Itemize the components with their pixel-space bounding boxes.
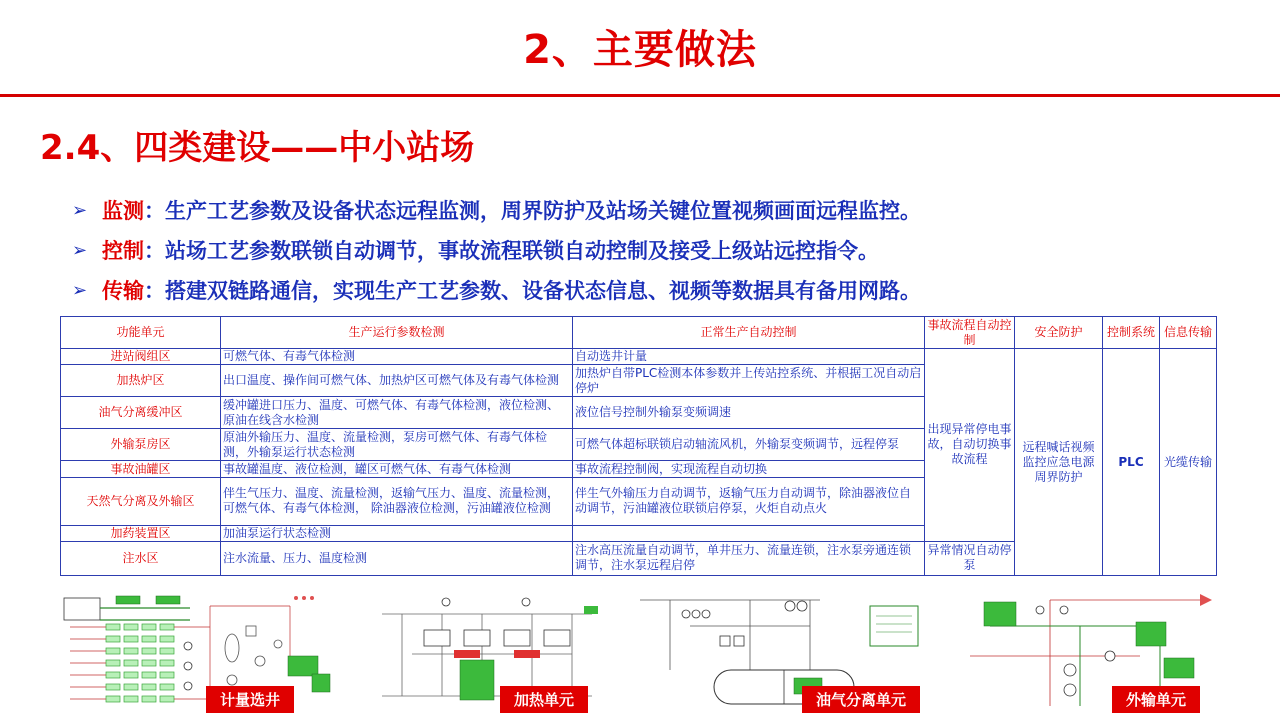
bullet-text: ：搭建双链路通信，实现生产工艺参数、设备状态信息、视频等数据具有备用网路。 — [144, 279, 921, 303]
title-divider — [0, 94, 1280, 97]
cell-detect: 出口温度、操作间可燃气体、加热炉区可燃气体及有毒气体检测 — [221, 365, 573, 397]
arrow-bullet-icon: ➢ — [72, 279, 88, 301]
cell-detect: 加油泵运行状态检测 — [221, 525, 573, 541]
cell-auto: 可燃气体超标联锁启动轴流风机，外输泵变频调节，远程停泵 — [573, 429, 925, 461]
cell-auto: 伴生气外输压力自动调节，返输气压力自动调节，除油器液位自动调节，污油罐液位联锁启停泵，火炬自动点火 — [573, 477, 925, 525]
section-title: 2.4、四类建设——中小站场 — [40, 128, 475, 168]
diagram-label-metering: 计量选井 — [206, 686, 294, 713]
diagram-label-heating: 加热单元 — [500, 686, 588, 713]
cell-unit: 外输泵房区 — [61, 429, 221, 461]
diagram-metering — [60, 586, 332, 716]
bullet-key: 控制 — [102, 239, 144, 263]
cell-auto: 自动选井计量 — [573, 349, 925, 365]
header-unit: 功能单元 — [61, 317, 221, 349]
table-row — [61, 349, 1217, 365]
cell-control-merged: PLC — [1103, 349, 1160, 576]
header-transfer: 信息传输 — [1160, 317, 1217, 349]
header-auto: 正常生产自动控制 — [573, 317, 925, 349]
cell-auto: 加热炉自带PLC检测本体参数并上传站控系统、并根据工况自动启停炉 — [573, 365, 925, 397]
diagram-label-separation: 油气分离单元 — [802, 686, 920, 713]
header-detect: 生产运行参数检测 — [221, 317, 573, 349]
bullet-text: ：站场工艺参数联锁自动调节，事故流程联锁自动控制及接受上级站远控指令。 — [144, 239, 879, 263]
cell-detect: 注水流量、压力、温度检测 — [221, 541, 573, 575]
cell-unit: 油气分离缓冲区 — [61, 397, 221, 429]
bullet-transmission — [72, 270, 1272, 310]
diagram-export — [960, 586, 1220, 716]
cell-detect: 伴生气压力、温度、流量检测，返输气压力、温度、流量检测，可燃气体、有毒气体检测， 除油器液位检测，污油罐液位检测 — [221, 477, 573, 525]
header-safety: 安全防护 — [1015, 317, 1103, 349]
cell-auto: 事故流程控制阀，实现流程自动切换 — [573, 461, 925, 477]
cell-unit: 进站阀组区 — [61, 349, 221, 365]
cell-detect: 缓冲罐进口压力、温度、可燃气体、有毒气体检测，液位检测、原油在线含水检测 — [221, 397, 573, 429]
process-diagram-strip — [0, 586, 1280, 720]
bullet-text: ：生产工艺参数及设备状态远程监测，周界防护及站场关键位置视频画面远程监控。 — [144, 199, 921, 223]
bullet-key: 监测 — [102, 199, 144, 223]
diagram-separation — [630, 586, 930, 716]
function-matrix-table — [60, 316, 1217, 576]
cell-detect: 事故罐温度、液位检测，罐区可燃气体、有毒气体检测 — [221, 461, 573, 477]
cell-auto: 液位信号控制外输泵变频调速 — [573, 397, 925, 429]
bullet-list — [72, 190, 1272, 310]
header-control: 控制系统 — [1103, 317, 1160, 349]
diagram-heating — [372, 586, 598, 716]
arrow-bullet-icon: ➢ — [72, 239, 88, 261]
bullet-key: 传输 — [102, 279, 144, 303]
slide-title: 2、主要做法 — [523, 27, 757, 73]
cell-unit: 天然气分离及外输区 — [61, 477, 221, 525]
cell-accident-merged: 出现异常停电事故，自动切换事故流程 — [925, 349, 1015, 542]
diagram-label-export: 外输单元 — [1112, 686, 1200, 713]
cell-transfer-merged: 光缆传输 — [1160, 349, 1217, 576]
cell-auto: 注水高压流量自动调节，单井压力、流量连锁，注水泵旁通连锁调节，注水泵远程启停 — [573, 541, 925, 575]
cell-unit: 加热炉区 — [61, 365, 221, 397]
bullet-control — [72, 230, 1272, 270]
cell-unit: 加药装置区 — [61, 525, 221, 541]
cell-unit: 注水区 — [61, 541, 221, 575]
cell-detect: 可燃气体、有毒气体检测 — [221, 349, 573, 365]
cell-safety-merged: 远程喊话视频监控应急电源周界防护 — [1015, 349, 1103, 576]
cell-unit: 事故油罐区 — [61, 461, 221, 477]
cell-detect: 原油外输压力、温度、流量检测，泵房可燃气体、有毒气体检测，外输泵运行状态检测 — [221, 429, 573, 461]
header-accident: 事故流程自动控制 — [925, 317, 1015, 349]
arrow-bullet-icon: ➢ — [72, 199, 88, 221]
table-header-row — [61, 317, 1217, 349]
bullet-monitoring — [72, 190, 1272, 230]
cell-auto — [573, 525, 925, 541]
cell-accident-water: 异常情况自动停泵 — [925, 541, 1015, 575]
